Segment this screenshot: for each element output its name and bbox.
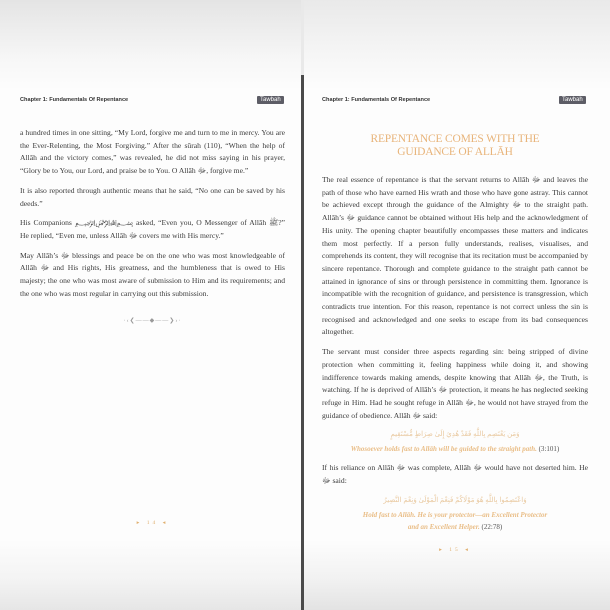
page-number: ▸ 15 ◂ xyxy=(439,546,471,553)
verse-text: and an Excellent Helper. xyxy=(407,522,480,531)
paragraph: The real essence of repentance is that the servant returns to Allāh ﷻ and leaves the path of those who have earned His wrath and those who have gone astray. This cannot be achieved except through the guidance of the Almighty ﷻ to the straight path. Allāh’s ﷻ guidance cannot be obtained without His help and the acknowledgment of His unity. The opening chapter beautifully encompasses these matters and indicates them most perfectly. If a person fully understands, realises, visualises, and comprehends its content, they will recognise that its recitation must be accompanied by sincere repentance. Thorough and complete guidance to the straight path cannot be attained in ignorance of sins or through persistence in committing them. Ignorance is incompatible with the recognition of guidance, and persistence is transgression, which contradicts true intention. For this reason, repentance is not correct unless the sin is recognised and acknowledged and one seeks to escape from its bad consequences altogether. xyxy=(322,175,588,337)
title-line: REPENTANCE COMES WITH THE xyxy=(370,133,540,145)
ornament-divider: ·‹❮——◆——❯›· xyxy=(123,318,182,325)
verse-translation xyxy=(322,509,588,533)
page-number-value: 15 xyxy=(449,546,461,553)
right-page xyxy=(304,0,610,610)
running-header: Chapter 1: Fundamentals Of Repentance xyxy=(322,97,431,103)
chapter-tag: Tawbah xyxy=(559,96,586,104)
verse-reference: (3:101) xyxy=(538,445,560,454)
verse-arabic: وَاعْتَصِمُوا بِاللَّهِ هُوَ مَوْلَاكُمْ فَنِعْمَ الْمَوْلَىٰ وَنِعْمَ النَّصِيرُ xyxy=(383,495,527,504)
page-number-value: 14 xyxy=(146,520,159,526)
running-header: Chapter 1: Fundamentals Of Repentance xyxy=(20,97,129,103)
paragraph: a hundred times in one sitting, “My Lord, forgive me and turn to me in mercy. You are the Ever-Relenting, the Most Forgiving.” After the sūrah (110), “When the help of Allāh and the victory comes,” was revealed, he did not miss saying in his prayer, “Glory be to You, our Lord, and praise be to You. O Allāh ﷻ, forgive me.” xyxy=(20,128,285,176)
left-content xyxy=(20,127,285,527)
verse-translation xyxy=(322,443,588,455)
body-text xyxy=(322,174,588,540)
verse-arabic: وَمَن يَعْتَصِم بِاللَّهِ فَقَدْ هُدِيَ إِلَىٰ صِرَاطٍ مُّسْتَقِيمٍ xyxy=(390,430,520,439)
paragraph: May Allāh’s ﷻ blessings and peace be on the one who was most knowledgeable of Allāh ﷻ and His rights, His greatness, and the humbleness that is owed to His majesty; the one who was most aware of submission to Him and its requirements; and the one who was most regular in carrying out this submission. xyxy=(20,250,285,298)
title-line: GUIDANCE OF ALLĀH xyxy=(397,146,513,158)
paragraph: It is also reported through authentic means that he said, “No one can be saved by his deeds.” xyxy=(20,185,285,208)
verse-reference: (22:78) xyxy=(481,522,503,531)
body-text xyxy=(20,127,285,307)
paragraph: The servant must consider three aspects regarding sin: being stripped of divine protection when committing it, feeling happiness while doing it, and showing indifference towards making amends, despite knowing that Allāh ﷻ, the Truth, is watching. If he is deprived of Allāh’s ﷻ protection, it means he has neglected seeking refuge in Him. Had he sought refuge in Allāh ﷻ, he would not have strayed from the guidance of obedience. Allāh ﷻ said: xyxy=(322,347,588,420)
paragraph: If his reliance on Allāh ﷻ was complete, Allāh ﷻ would have not deserted him. He ﷻ said: xyxy=(322,463,589,486)
page-number: ▸ 14 ◂ xyxy=(136,520,169,526)
section-title xyxy=(322,133,588,159)
right-content xyxy=(322,133,589,553)
paragraph: His Companions ﷽ asked, “Even you, O Messenger of Allāh ﷺ?” He replied, “Even me, unless Allāh ﷻ covers me with His mercy.” xyxy=(20,218,285,240)
left-page xyxy=(0,0,301,610)
verse-text: Whosoever holds fast to Allāh will be guided to the straight path. xyxy=(350,445,537,454)
verse-text: Hold fast to Allāh. He is your protector—an Excellent Protector xyxy=(362,510,548,519)
chapter-tag: Tawbah xyxy=(257,96,284,104)
